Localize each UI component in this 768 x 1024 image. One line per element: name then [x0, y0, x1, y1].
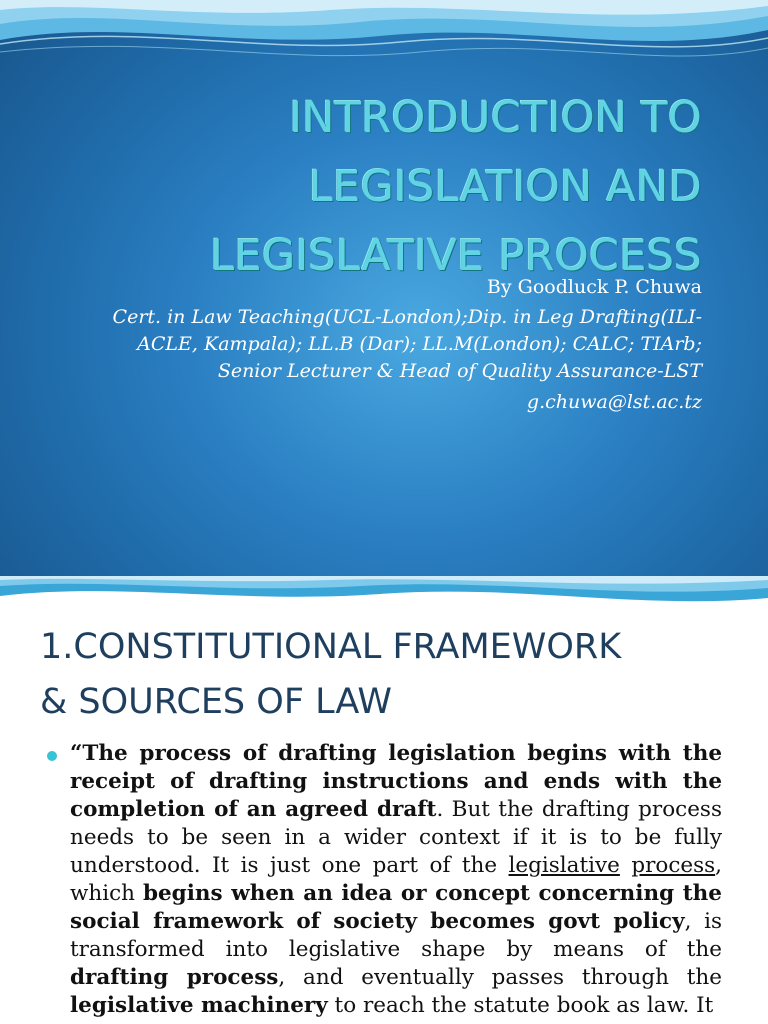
credential-line: Senior Lecturer & Head of Quality Assurance-LST [217, 360, 702, 382]
heading-line: & SOURCES OF LAW [40, 682, 393, 722]
top-wave-decoration [0, 576, 768, 616]
title-line: LEGISLATION AND [308, 162, 702, 212]
text-span: to reach the statute book as law. It [327, 993, 714, 1018]
bold-span: drafting process [70, 965, 279, 990]
underlined-span: legislative [508, 853, 620, 878]
bullet-dot-icon [47, 751, 57, 761]
top-wave-decoration [0, 0, 768, 90]
underlined-span: process [631, 853, 716, 878]
author-email: g.chuwa@lst.ac.tz [526, 391, 702, 413]
bold-span: begins when an idea or concept concerning the social framework of society becomes govt policy [70, 881, 722, 934]
text-span [620, 853, 631, 878]
author-credentials [62, 304, 702, 385]
text-span: , which [70, 853, 722, 906]
text-span: , is transformed into legislative shape by means of the [70, 909, 722, 962]
text-span: , and eventually passes through the [278, 965, 723, 990]
bullet-paragraph [70, 740, 722, 1020]
text-span: . But the drafting process needs to be seen in a wider context if it is to be fully understood. It is just one part of the [70, 797, 722, 878]
bold-span: legislative machinery [70, 993, 328, 1018]
bold-span: “The process of drafting legislation begins with the receipt of drafting instructions and ends with the completion of an agreed draft [70, 741, 722, 822]
heading-line: 1.CONSTITUTIONAL FRAMEWORK [40, 627, 622, 667]
credential-line: ACLE, Kampala); LL.B (Dar); LL.M(London); CALC; TIArb; [137, 333, 702, 355]
slide-heading [40, 620, 740, 730]
content-slide [0, 576, 768, 1024]
title-line: LEGISLATIVE PROCESS [210, 231, 702, 281]
presentation-title [62, 84, 702, 291]
author-byline: By Goodluck P. Chuwa [486, 276, 702, 298]
title-line: INTRODUCTION TO [289, 93, 702, 143]
credential-line: Cert. in Law Teaching(UCL-London);Dip. in Leg Drafting(ILI- [112, 306, 702, 328]
